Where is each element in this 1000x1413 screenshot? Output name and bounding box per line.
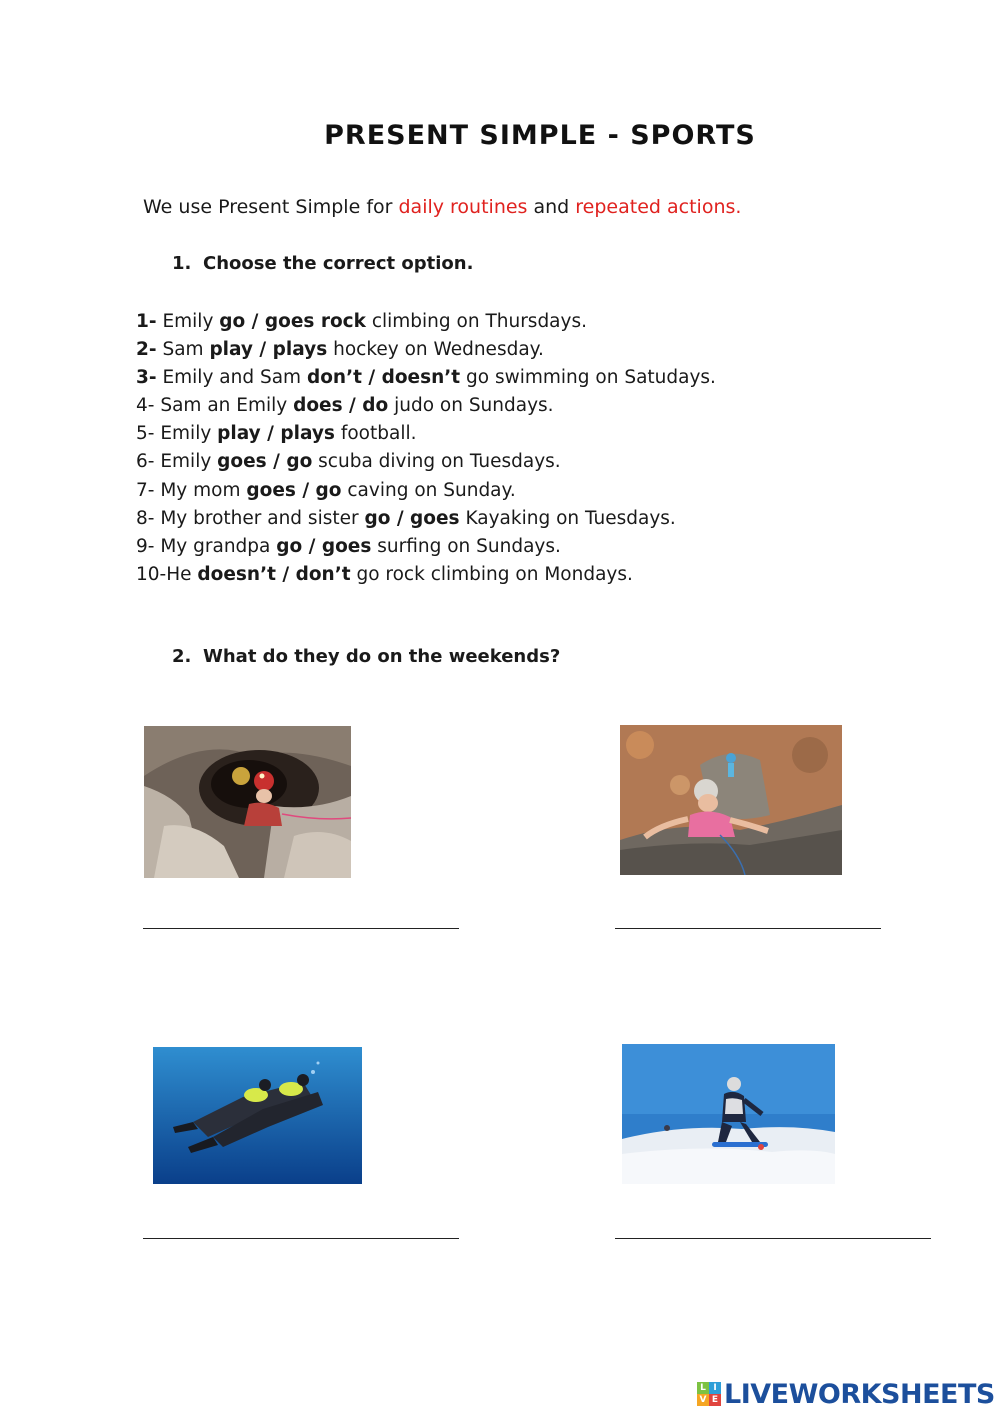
sentence-text-after: surfing on Sundays. xyxy=(371,535,561,557)
exercise-2-title: What do they do on the weekends? xyxy=(203,646,561,667)
snowboarding-photo xyxy=(622,1044,835,1184)
sentence-number: 9- xyxy=(136,535,155,557)
caving-photo xyxy=(144,726,351,878)
sentence-options[interactable]: don’t / doesn’t xyxy=(306,367,461,389)
sentence-text-before: Emily xyxy=(160,451,218,473)
sentence-text-after: scuba diving on Tuesdays. xyxy=(312,451,561,473)
sentence-text-before: He xyxy=(166,563,198,585)
sentence-item xyxy=(136,561,716,589)
sentence-item xyxy=(136,477,716,505)
sentence-number: 4- xyxy=(136,395,155,417)
sentence-text-after: Kayaking on Tuesdays. xyxy=(459,507,676,529)
sentence-item xyxy=(136,308,716,336)
sentence-item xyxy=(136,336,716,364)
sentence-text-after: hockey on Wednesday. xyxy=(327,339,544,361)
sentence-item xyxy=(136,364,716,392)
intro-text xyxy=(143,196,741,218)
sentence-text-after: go rock climbing on Mondays. xyxy=(350,563,633,585)
answer-input-2[interactable] xyxy=(615,904,881,928)
sentence-text-before: My mom xyxy=(160,479,247,501)
sentence-text-before: Emily xyxy=(162,311,220,332)
sentence-text-after: caving on Sunday. xyxy=(341,479,516,501)
sentence-number: 7- xyxy=(136,479,155,501)
sentence-text-before: Sam xyxy=(162,339,210,361)
sentence-options[interactable]: go / goes xyxy=(276,535,372,557)
answer-input-1[interactable] xyxy=(143,904,459,928)
sentence-item xyxy=(136,420,716,448)
sentence-number: 1- xyxy=(136,311,157,332)
intro-middle: and xyxy=(527,196,576,218)
intro-highlight-daily-routines: daily routines xyxy=(398,196,528,218)
sentence-options[interactable]: goes / go xyxy=(217,451,313,473)
sentence-options[interactable]: play / plays xyxy=(217,423,335,445)
sentence-item xyxy=(136,392,716,420)
sentence-number: 6- xyxy=(136,451,155,473)
exercise-2-heading xyxy=(172,646,560,667)
answer-input-4[interactable] xyxy=(615,1214,931,1238)
sentence-text-before: Emily and Sam xyxy=(162,367,307,389)
page-title: PRESENT SIMPLE - SPORTS xyxy=(324,120,756,151)
intro-highlight-repeated-actions: repeated actions. xyxy=(575,196,742,218)
sentence-options[interactable]: go / goes rock xyxy=(219,311,366,332)
sentence-options[interactable]: does / do xyxy=(293,395,389,417)
logo-letter-tile: L xyxy=(697,1382,709,1394)
sentence-text-before: My grandpa xyxy=(160,535,277,557)
exercise-1-heading xyxy=(172,253,473,274)
rock-climbing-photo xyxy=(620,725,842,875)
sentence-text-before: My brother and sister xyxy=(160,507,365,529)
sentence-text-after: go swimming on Satudays. xyxy=(460,367,716,389)
sentence-number: 10- xyxy=(136,563,167,585)
brand-name: LIVEWORKSHEETS xyxy=(724,1378,995,1410)
sentence-options[interactable]: goes / go xyxy=(246,479,342,501)
sentence-text-before: Sam an Emily xyxy=(160,395,294,417)
sentence-item xyxy=(136,448,716,476)
sentence-number: 5- xyxy=(136,423,155,445)
sentence-options[interactable]: play / plays xyxy=(209,339,328,361)
intro-before: We use Present Simple for xyxy=(143,196,399,218)
answer-line-3 xyxy=(143,1238,459,1239)
answer-line-4 xyxy=(615,1238,931,1239)
sentence-number: 2- xyxy=(136,339,157,361)
sentence-options[interactable]: doesn’t / don’t xyxy=(197,563,351,585)
exercise-2-number: 2. xyxy=(172,646,192,667)
sentence-list xyxy=(136,308,716,589)
logo-letter-tile: E xyxy=(709,1394,721,1406)
sentence-number: 3- xyxy=(136,367,157,389)
logo-letter-tile: I xyxy=(709,1382,721,1394)
answer-line-1 xyxy=(143,928,459,929)
sentence-text-after: judo on Sundays. xyxy=(388,395,554,417)
exercise-1-title: Choose the correct option. xyxy=(203,253,474,274)
liveworksheets-branding xyxy=(697,1379,995,1409)
sentence-item xyxy=(136,533,716,561)
answer-line-2 xyxy=(615,928,881,929)
logo-letter-tile: V xyxy=(697,1394,709,1406)
sentence-number: 8- xyxy=(136,507,155,529)
sentence-text-after: football. xyxy=(334,423,417,445)
exercise-1-number: 1. xyxy=(172,253,192,274)
sentence-item xyxy=(136,505,716,533)
sentence-text-after: climbing on Thursdays. xyxy=(365,311,587,332)
liveworksheets-logo-icon xyxy=(697,1382,721,1406)
answer-input-3[interactable] xyxy=(143,1214,459,1238)
sentence-text-before: Emily xyxy=(160,423,218,445)
sentence-options[interactable]: go / goes xyxy=(364,507,460,529)
scuba-diving-photo xyxy=(153,1047,362,1184)
